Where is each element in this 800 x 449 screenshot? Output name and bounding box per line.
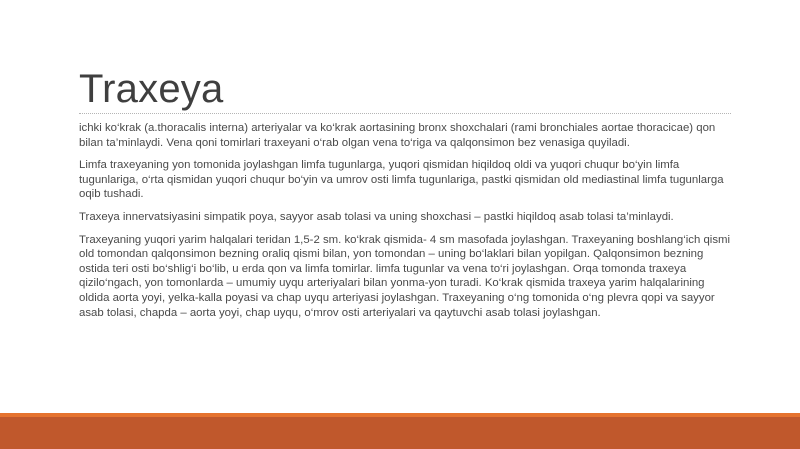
footer-accent-bar bbox=[0, 413, 800, 449]
paragraph-lymph: Limfa traxeyaning yon tomonida joylashgan limfa tugunlarga, yuqori qismidan hiqildoq oldi va yuqori chuqur bo‘yin limfa tugunlariga, o‘rta qismidan yuqori chuqur bo‘yin va umrov osti limfa tugunlariga, pastki qismidan old mediastinal limfa tugunlarga oqib tushadi. bbox=[79, 159, 724, 201]
paragraph-innervation: Traxeya innervatsiyasini simpatik poya, sayyor asab tolasi va uning shoxchasi – pastki hiqildoq asab tolasi ta’minlaydi. bbox=[79, 210, 674, 223]
paragraph-topography: Traxeyaning yuqori yarim halqalari teridan 1,5-2 sm. ko‘krak qismida- 4 sm masofada joylashgan. Traxeyaning boshlang‘ich qismi old tomondan qalqonsimon bezning oraliq qismi bilan, yon tomondan – uning bo‘laklari bilan yopilgan. Qalqonsimon bezning ostida teri osti bo‘shlig‘i bo‘lib, u erda qon va limfa tomirlar. limfa tugunlar va vena to‘ri joylashgan. Orqa tomonda traxeya qizilo‘ngach, yon tomonlarda – umumiy uyqu arteriyalari bilan yonma-yon turadi. Ko‘krak qismida traxeya yarim halqalarining oldida aorta yoyi, yelka-kalla poyasi va chap uyqu arteriyasi joylashgan. Traxeyaning o‘ng tomonida o‘ng plevra qopi va sayyor asab tolasi, chapda – aorta yoyi, chap uyqu, o‘mrov osti arteriyalari va qaytuvchi asab tolasi joylashgan. bbox=[79, 233, 731, 319]
slide-title: Traxeya bbox=[79, 67, 224, 111]
title-divider bbox=[79, 113, 731, 114]
slide-body bbox=[79, 121, 731, 328]
footer-accent-line bbox=[0, 413, 800, 417]
paragraph-blood-supply: ichki ko‘krak (a.thoracalis interna) arteriyalar va ko‘krak aortasining bronx shoxchalari (rami bronchiales aortae thoracicae) qon bilan ta’minlaydi. Vena qoni tomirlari traxeyani o‘rab olgan vena to‘riga va qalqonsimon bez venasiga quyiladi. bbox=[79, 122, 716, 149]
